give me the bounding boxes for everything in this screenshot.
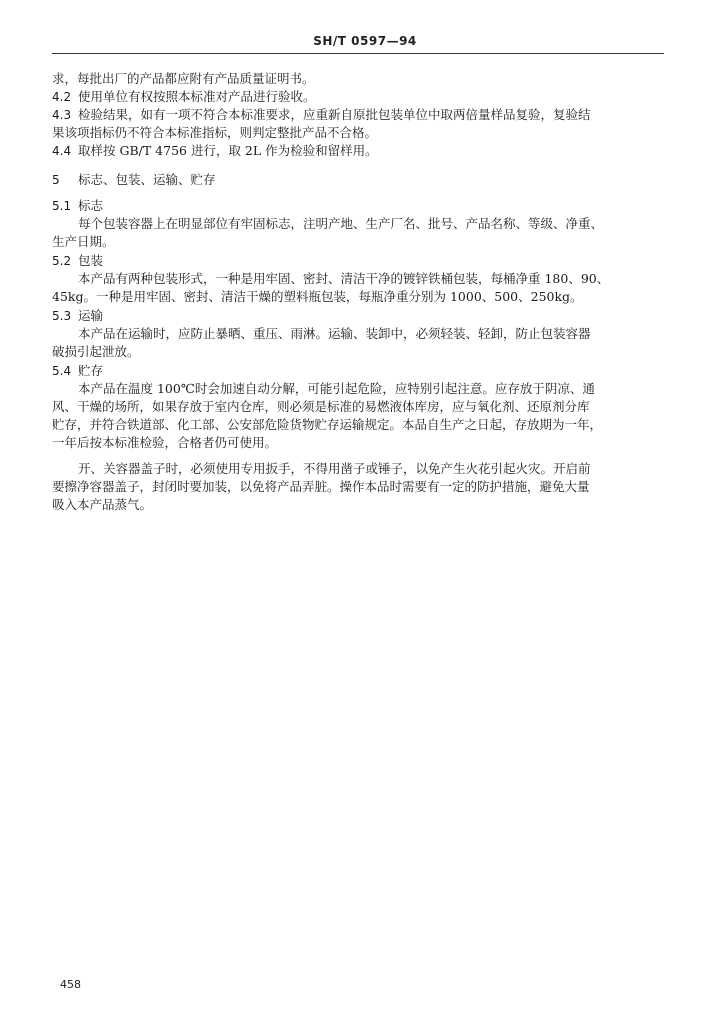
paragraph-gap [52, 452, 666, 460]
text-line: 本产品在温度 100℃时会加速自动分解，可能引起危险，应特别引起注意。应存放于阴凉、通 [78, 381, 595, 396]
text-line: 取样按 GB/T 4756 进行，取 2L 作为检验和留样用。 [78, 143, 378, 158]
clause-title: 运输 [78, 308, 104, 323]
text-line: 45kg。一种是用牢固、密封、清洁干燥的塑料瓶包装，每瓶净重分别为 1000、500、250kg。 [52, 289, 583, 304]
text-line: 本产品在运输时，应防止暴晒、重压、雨淋。运输、装卸中，必须轻装、轻卸，防止包装容器 [78, 326, 591, 341]
text-line: 风、干燥的场所，如果存放于室内仓库，则必须是标准的易燃液体库房，应与氧化剂、还原剂分库 [52, 399, 590, 414]
clause-number: 4.2 [52, 90, 72, 104]
clause-number: 5.2 [52, 254, 72, 268]
page-header [0, 34, 708, 64]
continuation-text [52, 70, 666, 88]
clause-title: 贮存 [78, 363, 104, 378]
clause-5-1-text [52, 215, 666, 251]
header-rule [52, 53, 664, 54]
clause-heading-5-1 [52, 197, 666, 215]
clause-number: 5.3 [52, 309, 72, 323]
text-line: 开、关容器盖子时，必须使用专用扳手，不得用凿子或锤子，以免产生火花引起火灾。开启前 [78, 461, 591, 476]
clause-heading-5-3 [52, 307, 666, 325]
clause-5-3-text [52, 325, 666, 361]
clause-4-4 [52, 142, 666, 160]
clause-4-2 [52, 88, 666, 106]
text-line: 果该项指标仍不符合本标准指标，则判定整批产品不合格。 [52, 125, 378, 140]
text-line: 破损引起泄放。 [52, 344, 140, 359]
section-number: 5 [52, 173, 60, 187]
section-title: 标志、包装、运输、贮存 [78, 172, 216, 187]
page-number: 458 [60, 978, 81, 991]
clause-number: 5.4 [52, 364, 72, 378]
text-line: 每个包装容器上在明显部位有牢固标志，注明产地、生产厂名、批号、产品名称、等级、净重、 [78, 216, 604, 231]
clause-number: 4.3 [52, 108, 72, 122]
text-line: 吸入本产品蒸气。 [52, 497, 153, 512]
document-body [52, 70, 666, 514]
clause-title: 标志 [78, 198, 104, 213]
clause-number: 4.4 [52, 144, 72, 158]
text-line: 检验结果，如有一项不符合本标准要求，应重新自原批包装单位中取两倍量样品复验，复验结 [78, 107, 591, 122]
clause-heading-5-2 [52, 252, 666, 270]
document-number: SH/T 0597—94 [313, 34, 417, 48]
clause-heading-5-4 [52, 362, 666, 380]
clause-number: 5.1 [52, 199, 72, 213]
section-heading-5 [52, 171, 666, 189]
text-line: 生产日期。 [52, 234, 115, 249]
text-line: 要擦净容器盖子，封闭时要加装，以免将产品弄脏。操作本品时需要有一定的防护措施，避免大量 [52, 479, 590, 494]
clause-5-4-paragraph-1 [52, 380, 666, 452]
text-line: 求，每批出厂的产品都应附有产品质量证明书。 [52, 71, 315, 86]
text-line: 一年后按本标准检验，合格者仍可使用。 [52, 435, 278, 450]
clause-5-2-text [52, 270, 666, 306]
text-line: 贮存，并符合铁道部、化工部、公安部危险货物贮存运输规定。本品自生产之日起，存放期为一年， [52, 417, 603, 432]
text-line: 本产品有两种包装形式，一种是用牢固、密封、清洁干净的镀锌铁桶包装，每桶净重 180、90、 [78, 271, 610, 286]
clause-title: 包装 [78, 253, 104, 268]
clause-5-4-paragraph-2 [52, 460, 666, 514]
clause-4-3 [52, 106, 666, 142]
text-line: 使用单位有权按照本标准对产品进行验收。 [78, 89, 316, 104]
